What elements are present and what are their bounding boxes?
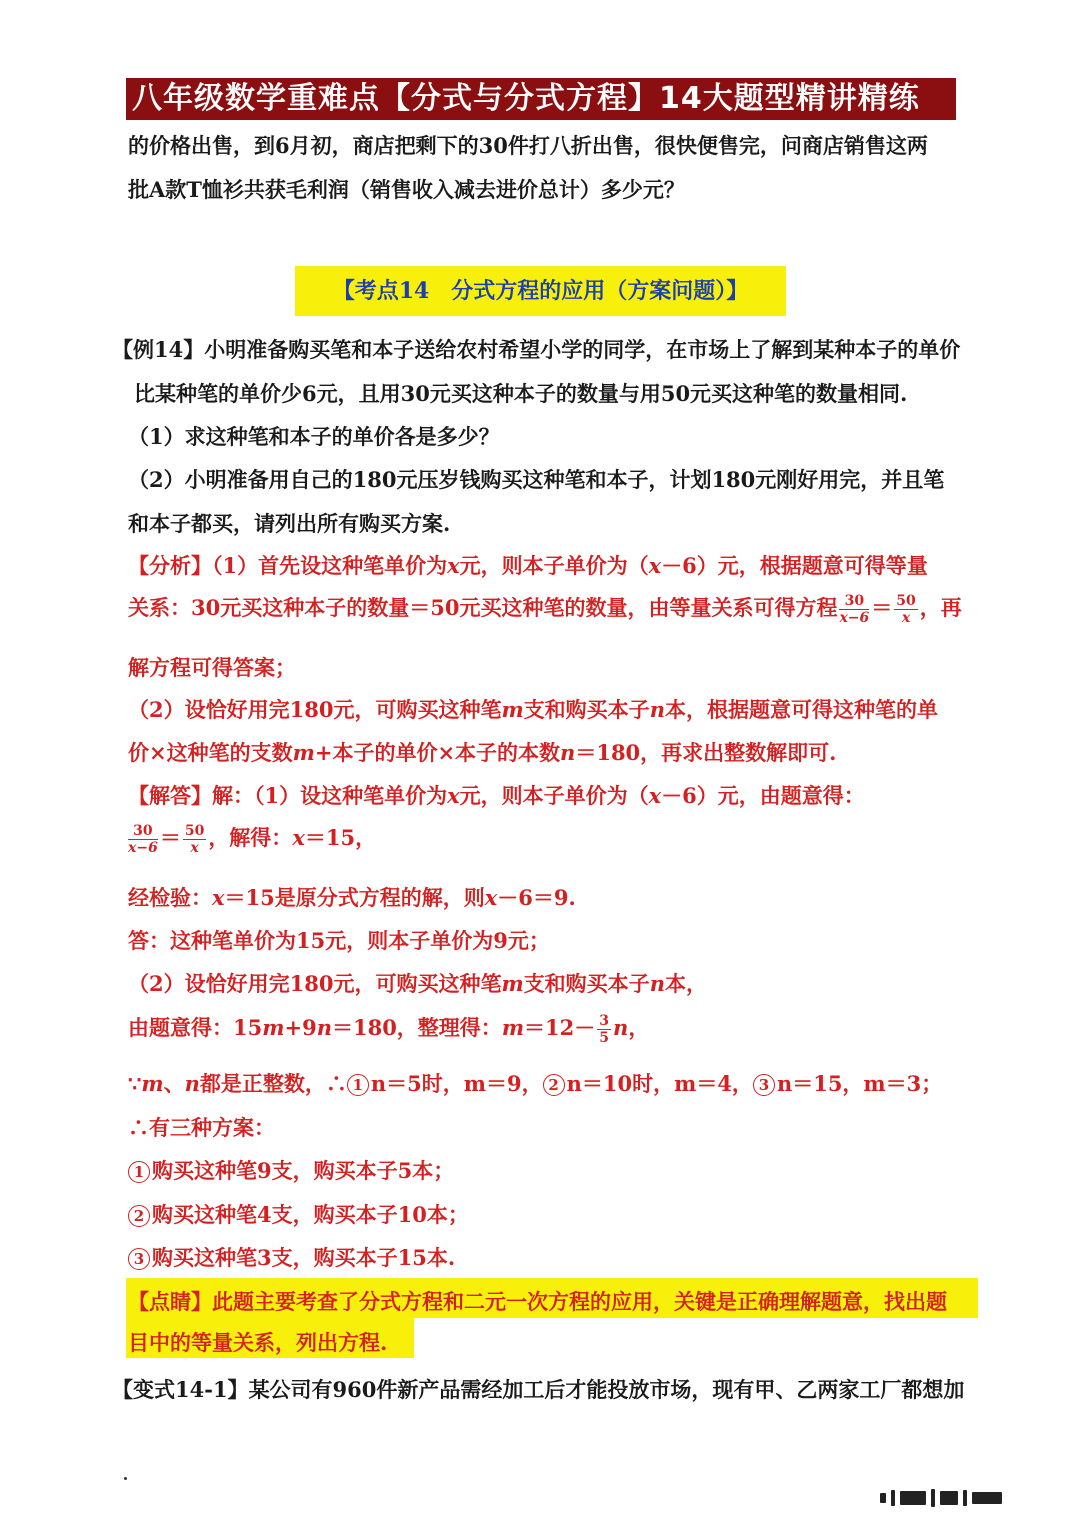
analysis-text: （2）设恰好用完180元，可购买这种笔 [128, 697, 502, 722]
example-tag: 【例14】 [112, 337, 205, 362]
analysis-line-4 [128, 694, 938, 724]
section-heading: 【考点14 分式方程的应用（方案问题）】 [295, 266, 786, 316]
analysis-text: 关系：30元买这种本子的数量＝50元买这种笔的数量，由等量关系可得方程 [128, 595, 838, 620]
solution-text: 本， [664, 971, 707, 996]
example-line-2: 比某种笔的单价少6元，且用30元买这种本子的数量与用50元买这种笔的数量相同. [134, 381, 908, 406]
solution-text: 经检验： [128, 885, 212, 910]
solution-text: ＝12－ [524, 1015, 596, 1040]
fraction-30-over-x-6 [839, 594, 869, 625]
watermark-icon [880, 1480, 1060, 1516]
solution-text: n＝5时，m＝9， [370, 1071, 543, 1096]
fraction-numerator: 50 [184, 823, 205, 839]
analysis-text: －6）元，根据题意可得等量 [661, 553, 928, 578]
solution-text: （2）设恰好用完180元，可购买这种笔 [128, 971, 502, 996]
stray-dot [124, 1477, 127, 1480]
solution-line-1 [128, 780, 865, 810]
plan-2 [128, 1199, 469, 1229]
solution-line-6 [128, 1012, 649, 1045]
solution-text: 元，则本子单价为（ [459, 783, 649, 808]
solution-text: ＝180，整理得： [331, 1015, 502, 1040]
analysis-text: （1）首先设这种笔单价为 [212, 553, 448, 578]
fraction-numerator: 50 [896, 593, 916, 609]
fraction-3-over-5 [597, 1014, 611, 1045]
dianjing-line-2: 目中的等量关系，列出方程. [128, 1330, 388, 1355]
because-symbol: ∵ [128, 1071, 142, 1096]
analysis-line-2 [128, 592, 962, 625]
analysis-tag: 【分析】 [128, 553, 212, 578]
analysis-line-1 [128, 550, 928, 580]
var-n: n [560, 740, 576, 765]
plan-text: 购买这种笔9支，购买本子5本； [152, 1158, 455, 1183]
page-title: 八年级数学重难点【分式与分式方程】14大题型精讲精练 [126, 78, 956, 120]
solution-text: 、 [163, 1071, 185, 1096]
analysis-text: ，再 [919, 595, 962, 620]
var-m: m [292, 740, 315, 765]
circled-number-2: 2 [128, 1205, 150, 1227]
solution-text: 解：（1）设这种笔单价为 [212, 783, 448, 808]
fraction-denominator: x [901, 610, 911, 626]
var-m: m [141, 1071, 164, 1096]
analysis-text: 支和购买本子 [523, 697, 650, 722]
solution-text: ，解得： [208, 825, 293, 850]
equals-sign: ＝ [871, 595, 893, 620]
fraction-denominator: x−6 [128, 840, 158, 856]
question-2-line-2: 和本子都买，请列出所有购买方案. [128, 511, 451, 536]
equals-sign: ＝ [159, 825, 181, 850]
analysis-line-3: 解方程可得答案； [128, 655, 296, 680]
plan-text: 购买这种笔4支，购买本子10本； [152, 1202, 469, 1227]
var-x: x [447, 553, 460, 578]
solution-line-3 [128, 882, 576, 912]
fraction-50-over-x [894, 594, 917, 625]
prev-problem-line-1: 的价格出售，到6月初，商店把剩下的30件打八折出售，很快便售完，问商店销售这两 [128, 133, 928, 158]
solution-line-8: ∴有三种方案： [128, 1115, 275, 1140]
variant-tag: 【变式14-1】 [112, 1377, 249, 1402]
solution-text: －6＝9. [497, 885, 576, 910]
analysis-text: ＝180，再求出整数解即可. [575, 740, 837, 765]
analysis-text: +本子的单价×本子的本数 [314, 740, 561, 765]
dianjing-tag: 【点睛】 [128, 1289, 212, 1314]
fraction-denominator: x−6 [839, 610, 870, 626]
dianjing-line-1 [128, 1286, 947, 1316]
example-text-1: 小明准备购买笔和本子送给农村希望小学的同学，在市场上了解到某种本子的单价 [204, 337, 961, 362]
var-m: m [501, 1015, 525, 1040]
dianjing-text: 此题主要考查了分式方程和二元一次方程的应用，关键是正确理解题意，找出题 [212, 1289, 947, 1314]
prev-problem-line-2: 批A款T恤衫共获毛利润（销售收入减去进价总计）多少元？ [128, 177, 685, 202]
fraction-numerator: 30 [839, 594, 869, 610]
fraction-30-over-x-6 [128, 824, 158, 855]
analysis-text: 本，根据题意可得这种笔的单 [664, 697, 938, 722]
solution-text: 支和购买本子 [523, 971, 650, 996]
plan-3 [128, 1242, 455, 1272]
analysis-line-5 [128, 737, 836, 767]
fraction-denominator: 5 [599, 1030, 610, 1046]
solution-text: ＝15， [304, 825, 377, 850]
circled-number-2: 2 [543, 1074, 565, 1096]
circled-number-3: 3 [753, 1074, 775, 1096]
plan-1 [128, 1155, 454, 1185]
solution-text: +9 [284, 1015, 317, 1040]
var-m: m [262, 1015, 285, 1040]
fraction-50-over-x [183, 824, 206, 855]
variant-line [112, 1374, 964, 1404]
var-n: n [184, 1071, 200, 1096]
var-x: x [447, 783, 460, 808]
var-m: m [501, 697, 524, 722]
solution-text: n＝10时，m＝4， [566, 1071, 753, 1096]
var-x: x [212, 885, 225, 910]
solution-line-5 [128, 968, 707, 998]
fraction-numerator: 30 [128, 824, 158, 840]
analysis-text: 元，则本子单价为（ [459, 553, 649, 578]
var-n: n [649, 697, 665, 722]
solution-tag: 【解答】 [128, 783, 212, 808]
circled-number-3: 3 [128, 1248, 150, 1270]
fraction-denominator: x [190, 840, 199, 856]
solution-line-7 [128, 1068, 942, 1098]
solution-text: 都是正整数，∴ [199, 1071, 347, 1096]
var-x: x [648, 783, 662, 808]
var-x: x [648, 553, 662, 578]
circled-number-1: 1 [128, 1161, 150, 1183]
var-x: x [292, 825, 305, 850]
analysis-text: 价×这种笔的支数 [128, 740, 293, 765]
var-n: n [316, 1015, 332, 1040]
var-x: x [484, 885, 498, 910]
question-2-line-1: （2）小明准备用自己的180元压岁钱购买这种笔和本子，计划180元刚好用完，并且笔 [128, 467, 945, 492]
var-n: n [613, 1015, 629, 1040]
question-1: （1）求这种笔和本子的单价各是多少？ [128, 424, 500, 449]
solution-text: 由题意得：15 [128, 1015, 263, 1040]
solution-text: n＝15，m＝3； [776, 1071, 943, 1096]
var-m: m [501, 971, 524, 996]
solution-line-4: 答：这种笔单价为15元，则本子单价为9元； [128, 928, 550, 953]
circled-number-1: 1 [347, 1074, 369, 1096]
solution-text: ， [628, 1015, 650, 1040]
fraction-numerator: 3 [599, 1013, 610, 1029]
solution-text: －6）元，由题意得： [661, 783, 865, 808]
solution-text: ＝15是原分式方程的解，则 [224, 885, 485, 910]
variant-text: 某公司有960件新产品需经加工后才能投放市场，现有甲、乙两家工厂都想加 [248, 1377, 965, 1402]
solution-line-2 [126, 822, 376, 855]
plan-text: 购买这种笔3支，购买本子15本. [152, 1245, 456, 1270]
example-line-1 [112, 334, 960, 364]
var-n: n [649, 971, 665, 996]
